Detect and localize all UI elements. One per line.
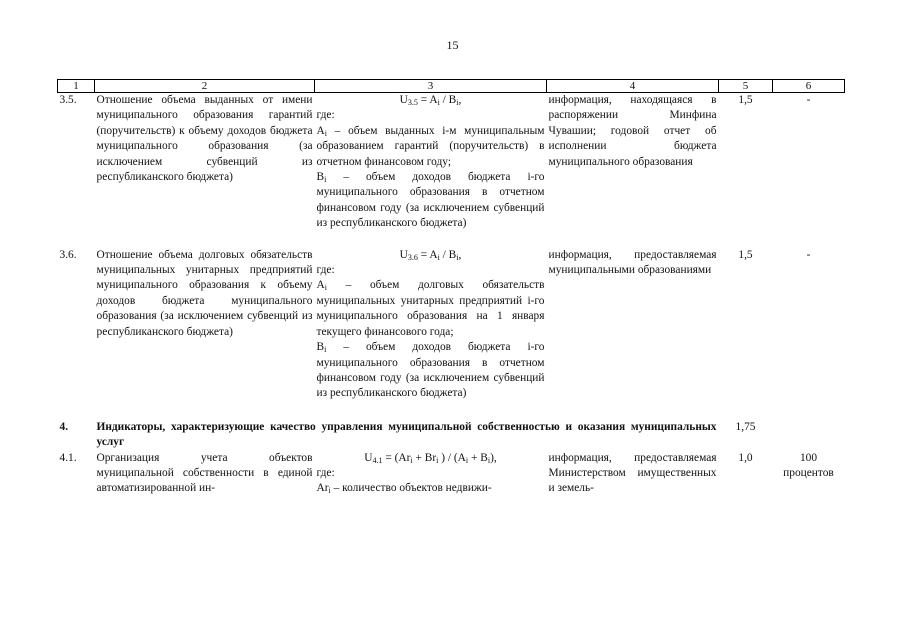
data-source: информация, находящаяся в распоряжении Минфина Чувашии; годовой отчет об исполнении бюджета муниципального образования bbox=[548, 94, 717, 168]
target-value: 100 процентов bbox=[783, 451, 834, 479]
calculation-formula bbox=[315, 93, 547, 232]
table-row bbox=[58, 451, 845, 497]
indicator-description: Организация учета объектов муниципальной собственности в единой автоматизированной ин- bbox=[96, 451, 313, 495]
where-label: где: bbox=[316, 264, 335, 277]
target-value: - bbox=[806, 94, 811, 106]
section-number: 4. bbox=[59, 420, 69, 433]
col-header-2: 2 bbox=[95, 80, 315, 93]
weight: 1,0 bbox=[738, 451, 753, 464]
formula: $U_{3.5} = A_i / B_i$, bbox=[399, 94, 462, 107]
definition: $A_i$ – объем выданных i-м муниципальным образованием гарантий (поручительств) в отчетном финансовом году; bbox=[316, 124, 545, 168]
col-header-3: 3 bbox=[315, 80, 547, 93]
definition: $Ar_i$ – количество объектов недвижи- bbox=[316, 482, 492, 496]
target-value: - bbox=[806, 248, 811, 261]
calculation-formula bbox=[315, 248, 547, 402]
section-row bbox=[58, 420, 845, 451]
definition: $A_i$ – объем долговых обязательств муниципальных унитарных предприятий i-го муниципального образования на 1 января текущего финансового года; bbox=[316, 279, 545, 338]
definition: $B_i$ – объем доходов бюджета i-го муниципального образования в отчетном финансовом году (за исключением субвенций из республиканского бюджета) bbox=[316, 341, 545, 400]
formula: $U_{3.6} = A_i / B_i$, bbox=[399, 248, 462, 262]
section-title: Индикаторы, характеризующие качество управления муниципальной собственностью и оказания муниципальных услуг bbox=[96, 420, 717, 449]
where-label: где: bbox=[316, 109, 335, 122]
weight: 1,5 bbox=[738, 94, 753, 106]
indicator-description: Отношение объема долговых обязательств муниципальных унитарных предприятий муниципального образования к объему доходов бюджета муниципального образования (за исключением субвенций из республиканского бюджета) bbox=[96, 248, 313, 338]
col-header-1: 1 bbox=[58, 80, 95, 93]
col-header-5: 5 bbox=[719, 80, 773, 93]
table-row bbox=[58, 248, 845, 402]
section-weight: 1,75 bbox=[735, 420, 756, 433]
row-number: 3.6. bbox=[59, 248, 77, 261]
weight: 1,5 bbox=[738, 248, 753, 261]
row-number: 3.5. bbox=[59, 94, 77, 106]
data-source: информация, предоставляемая Министерством имущественных и земель- bbox=[548, 451, 717, 495]
table-header-row bbox=[58, 80, 845, 93]
page-number: 15 bbox=[446, 38, 459, 52]
where-label: где: bbox=[316, 466, 335, 479]
calculation-formula bbox=[315, 451, 547, 497]
indicators-table bbox=[57, 79, 845, 497]
data-source: информация, предоставляемая муниципальными образованиями bbox=[548, 248, 717, 277]
formula: $U_{4.1} = (Ar_i + Br_i$ ) / $(A_i + B_i)$, bbox=[364, 451, 497, 465]
definition: $B_i$ – объем доходов бюджета i-го муниципального образования в отчетном финансовом году (за исключением субвенций из республиканского бюджета) bbox=[316, 171, 545, 230]
indicator-description: Отношение объема выданных от имени муниципального образования гарантий (поручительств) к объему доходов бюджета муниципального образования (за исключением субвенций из республиканского бюджета) bbox=[96, 94, 313, 184]
row-number: 4.1. bbox=[59, 451, 77, 464]
col-header-6: 6 bbox=[773, 80, 845, 93]
table-row bbox=[58, 93, 845, 232]
col-header-4: 4 bbox=[547, 80, 719, 93]
